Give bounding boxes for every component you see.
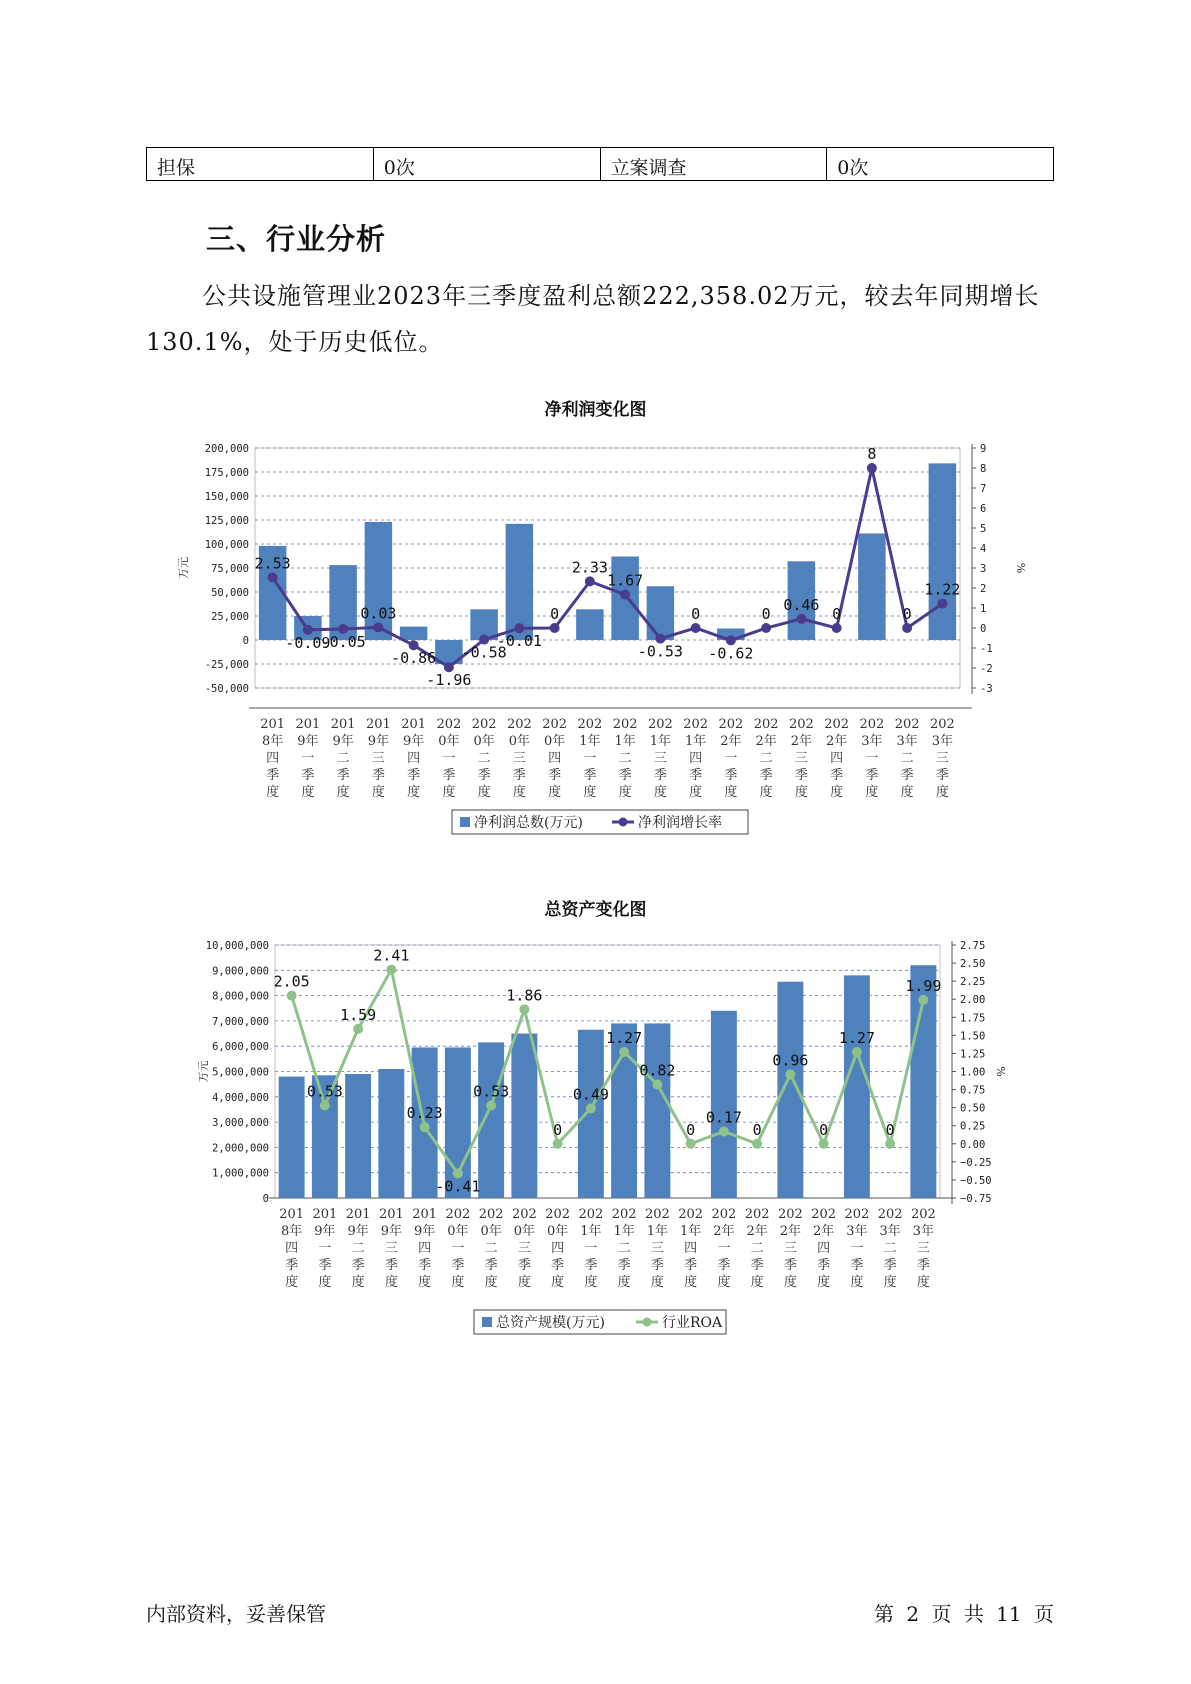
line-point bbox=[761, 623, 771, 633]
footer-left: 内部资料，妥善保管 bbox=[146, 1602, 326, 1626]
x-tick-label: 201 9年四季度 bbox=[412, 1207, 438, 1290]
total-assets-chart bbox=[0, 925, 1191, 1345]
y2-axis-title: % bbox=[994, 1066, 1007, 1077]
chart-title: 净利润变化图 bbox=[544, 400, 647, 420]
y2-tick-label: −0.25 bbox=[960, 1156, 992, 1169]
line-point bbox=[752, 1139, 762, 1149]
x-tick-label: 202 3年一季度 bbox=[859, 717, 885, 800]
bar bbox=[511, 1034, 537, 1198]
line-point bbox=[652, 1080, 662, 1090]
y-axis-title: 万元 bbox=[177, 557, 190, 579]
net-profit-chart bbox=[0, 430, 1191, 850]
data-label: -1.96 bbox=[426, 671, 472, 690]
line-point bbox=[691, 623, 701, 633]
chart-title: 总资产变化图 bbox=[544, 900, 647, 920]
y2-tick-label: -1 bbox=[980, 643, 993, 655]
data-label: 2.53 bbox=[254, 554, 291, 573]
x-tick-label: 202 0年二季度 bbox=[471, 717, 497, 800]
y-tick-label: 50,000 bbox=[211, 587, 249, 599]
x-tick-label: 202 2年一季度 bbox=[718, 717, 744, 800]
y2-tick-label: 9 bbox=[980, 443, 987, 455]
line-point bbox=[519, 1004, 529, 1014]
bar bbox=[929, 463, 956, 640]
line-point bbox=[268, 572, 278, 582]
bar bbox=[777, 982, 803, 1198]
data-label: 0.46 bbox=[783, 595, 820, 614]
legend-item-label: 净利润总数(万元) bbox=[474, 815, 583, 831]
bar bbox=[844, 975, 870, 1198]
data-label: 0 bbox=[819, 1120, 829, 1139]
data-label: 0.96 bbox=[772, 1051, 809, 1070]
line-point bbox=[619, 1047, 629, 1057]
x-tick-label: 202 2年三季度 bbox=[777, 1207, 803, 1290]
data-label: 1.22 bbox=[924, 580, 961, 599]
y-axis-title: 万元 bbox=[197, 1060, 210, 1083]
y-tick-label: 75,000 bbox=[211, 563, 249, 575]
bar bbox=[506, 524, 533, 640]
legend-line-marker bbox=[643, 1318, 652, 1327]
x-tick-label: 202 1年三季度 bbox=[644, 1207, 670, 1290]
x-tick-label: 202 3年二季度 bbox=[894, 717, 920, 800]
data-label: 0.53 bbox=[306, 1082, 343, 1101]
x-tick-label: 202 0年三季度 bbox=[506, 717, 532, 800]
legend-item-label: 净利润增长率 bbox=[638, 815, 722, 831]
y-tick-label: 9,000,000 bbox=[212, 965, 269, 978]
data-label: 1.86 bbox=[506, 986, 543, 1005]
x-tick-label: 202 1年一季度 bbox=[577, 717, 603, 800]
y-tick-label: 10,000,000 bbox=[205, 940, 269, 952]
table-cell: 0次 bbox=[373, 148, 600, 181]
table-cell: 立案调查 bbox=[600, 148, 827, 181]
line-point bbox=[553, 1139, 563, 1149]
y2-tick-label: 1.00 bbox=[960, 1066, 986, 1079]
x-tick-label: 202 1年二季度 bbox=[611, 1207, 637, 1290]
x-tick-label: 201 9年二季度 bbox=[330, 717, 356, 800]
bar bbox=[378, 1069, 404, 1198]
x-tick-label: 202 0年四季度 bbox=[545, 1207, 571, 1290]
bar bbox=[400, 627, 427, 640]
data-label: 2.05 bbox=[273, 972, 310, 991]
data-label: 1.59 bbox=[340, 1005, 377, 1024]
x-tick-label: 202 0年四季度 bbox=[542, 717, 568, 800]
y-tick-label: 0 bbox=[262, 1193, 269, 1205]
line-point bbox=[287, 991, 297, 1001]
table-row bbox=[147, 148, 1054, 181]
line-point bbox=[937, 599, 947, 609]
x-tick-label: 202 0年一季度 bbox=[445, 1207, 471, 1290]
data-label: 0 bbox=[752, 1120, 762, 1139]
data-label: 1.27 bbox=[606, 1028, 643, 1047]
line-point bbox=[819, 1139, 829, 1149]
line-point bbox=[719, 1126, 729, 1136]
y2-tick-label: -3 bbox=[980, 683, 993, 695]
y-tick-label: -25,000 bbox=[204, 659, 249, 671]
x-tick-label: 202 0年三季度 bbox=[511, 1207, 537, 1290]
y-tick-label: 25,000 bbox=[211, 611, 249, 623]
data-label: 1.67 bbox=[607, 571, 644, 590]
legend-bar-swatch bbox=[482, 1317, 492, 1327]
y2-tick-label: −0.50 bbox=[960, 1174, 992, 1187]
bar bbox=[858, 533, 885, 640]
y2-tick-label: 4 bbox=[980, 543, 987, 555]
x-tick-label: 202 3年三季度 bbox=[929, 717, 955, 800]
data-label: 0.49 bbox=[572, 1085, 609, 1104]
x-tick-label: 201 9年一季度 bbox=[312, 1207, 338, 1290]
x-tick-label: 202 3年二季度 bbox=[877, 1207, 903, 1290]
y2-tick-label: 6 bbox=[980, 503, 987, 515]
legend-item-label: 行业ROA bbox=[662, 1315, 723, 1331]
line-point bbox=[785, 1069, 795, 1079]
x-tick-label: 202 1年一季度 bbox=[578, 1207, 604, 1290]
y-tick-label: 175,000 bbox=[204, 467, 249, 479]
x-tick-label: 202 0年一季度 bbox=[436, 717, 462, 800]
y2-tick-label: 2.50 bbox=[960, 958, 986, 971]
bar bbox=[711, 1011, 737, 1198]
table-cell: 担保 bbox=[147, 148, 374, 181]
y2-tick-label: 0.25 bbox=[960, 1120, 986, 1133]
data-label: -0.86 bbox=[391, 649, 437, 668]
y2-tick-label: 5 bbox=[980, 523, 987, 535]
data-label: -0.01 bbox=[496, 632, 542, 651]
data-label: -0.58 bbox=[461, 643, 507, 662]
y2-tick-label: 7 bbox=[980, 483, 987, 495]
line-point bbox=[486, 1100, 496, 1110]
line-point bbox=[918, 995, 928, 1005]
data-label: 0 bbox=[761, 605, 771, 623]
y2-tick-label: 2.25 bbox=[960, 976, 986, 989]
data-label: -0.62 bbox=[708, 644, 754, 663]
y-tick-label: 3,000,000 bbox=[212, 1117, 269, 1130]
data-label: 0 bbox=[832, 605, 842, 623]
line-point bbox=[550, 623, 560, 633]
line-point bbox=[320, 1100, 330, 1110]
bar bbox=[578, 1030, 604, 1198]
section-heading: 三、行业分析 bbox=[206, 222, 387, 256]
x-tick-label: 202 2年二季度 bbox=[753, 717, 779, 800]
data-label: 1.99 bbox=[905, 976, 942, 995]
y2-tick-label: 1.25 bbox=[960, 1048, 986, 1061]
data-label: 0.17 bbox=[705, 1108, 742, 1127]
y-tick-label: 8,000,000 bbox=[212, 990, 269, 1003]
x-tick-label: 202 2年三季度 bbox=[788, 717, 814, 800]
y-tick-label: 0 bbox=[242, 635, 249, 647]
x-tick-label: 202 3年一季度 bbox=[844, 1207, 870, 1290]
y2-tick-label: 2.75 bbox=[960, 940, 986, 952]
x-tick-label: 202 2年二季度 bbox=[744, 1207, 770, 1290]
x-tick-label: 202 2年四季度 bbox=[824, 717, 850, 800]
y2-tick-label: 0.00 bbox=[960, 1138, 986, 1151]
data-label: 0.03 bbox=[360, 604, 397, 623]
y2-tick-label: 0.50 bbox=[960, 1102, 986, 1115]
bar bbox=[279, 1077, 305, 1198]
y-tick-label: 125,000 bbox=[204, 515, 249, 527]
line-point bbox=[885, 1139, 895, 1149]
line-point bbox=[620, 590, 630, 600]
x-tick-label: 201 9年三季度 bbox=[365, 717, 391, 800]
x-tick-label: 202 1年四季度 bbox=[683, 717, 709, 800]
x-tick-label: 201 9年四季度 bbox=[401, 717, 427, 800]
bar bbox=[644, 1023, 670, 1198]
line-point bbox=[832, 623, 842, 633]
y-tick-label: 6,000,000 bbox=[212, 1041, 269, 1054]
legend-item-label: 总资产规模(万元) bbox=[496, 1315, 605, 1331]
y-tick-label: 100,000 bbox=[204, 539, 249, 551]
line-point bbox=[420, 1122, 430, 1132]
bar bbox=[647, 586, 674, 640]
y-tick-label: 7,000,000 bbox=[212, 1015, 269, 1028]
y-tick-label: 4,000,000 bbox=[212, 1091, 269, 1104]
line-point bbox=[386, 965, 396, 975]
x-tick-label: 202 0年二季度 bbox=[478, 1207, 504, 1290]
y-tick-label: 200,000 bbox=[204, 443, 249, 455]
y-tick-label: 1,000,000 bbox=[212, 1167, 269, 1180]
y-tick-label: -50,000 bbox=[204, 683, 249, 695]
y2-tick-label: 1.75 bbox=[960, 1012, 986, 1025]
x-tick-label: 202 2年四季度 bbox=[811, 1207, 837, 1290]
data-label: 0 bbox=[686, 1120, 696, 1139]
legend-bar-swatch bbox=[460, 817, 470, 827]
y-tick-label: 5,000,000 bbox=[212, 1066, 269, 1079]
x-tick-label: 201 8年四季度 bbox=[260, 717, 286, 800]
x-tick-label: 201 9年三季度 bbox=[378, 1207, 404, 1290]
bar bbox=[478, 1042, 504, 1198]
x-tick-label: 201 8年四季度 bbox=[279, 1207, 305, 1290]
x-tick-label: 202 1年三季度 bbox=[647, 717, 673, 800]
section-paragraph: 公共设施管理业2023年三季度盈利总额222,358.02万元，较去年同期增长130.1%，处于历史低位。 bbox=[146, 282, 1040, 356]
y2-tick-label: 0.75 bbox=[960, 1084, 986, 1097]
x-tick-label: 201 9年一季度 bbox=[295, 717, 321, 800]
line-point bbox=[867, 463, 877, 473]
y2-tick-label: 2 bbox=[980, 583, 987, 595]
data-label: -0.41 bbox=[435, 1177, 481, 1196]
line-point bbox=[686, 1139, 696, 1149]
data-label: 0 bbox=[691, 605, 701, 623]
data-label: 1.27 bbox=[838, 1028, 875, 1047]
bar bbox=[576, 609, 603, 640]
data-label: 0.82 bbox=[639, 1061, 676, 1080]
y2-tick-label: 2.00 bbox=[960, 994, 986, 1007]
y2-tick-label: -2 bbox=[980, 663, 993, 675]
y-tick-label: 150,000 bbox=[204, 491, 249, 503]
line-point bbox=[902, 623, 912, 633]
legend-line-marker bbox=[619, 818, 628, 827]
data-label: 0.23 bbox=[406, 1104, 443, 1123]
x-tick-label: 202 1年二季度 bbox=[612, 717, 638, 800]
line-point bbox=[796, 614, 806, 624]
x-tick-label: 201 9年二季度 bbox=[345, 1207, 371, 1290]
line-point bbox=[586, 1103, 596, 1113]
footer-page-number: 第 2 页 共 11 页 bbox=[874, 1602, 1054, 1626]
y2-tick-label: 0 bbox=[980, 623, 987, 635]
line-point bbox=[585, 576, 595, 586]
info-table bbox=[146, 147, 1054, 181]
data-label: -0.09 bbox=[285, 633, 331, 652]
y2-tick-label: 3 bbox=[980, 563, 987, 575]
y2-tick-label: −0.75 bbox=[960, 1193, 992, 1205]
x-tick-label: 202 1年四季度 bbox=[678, 1207, 704, 1290]
line-point bbox=[353, 1024, 363, 1034]
y-tick-label: 2,000,000 bbox=[212, 1142, 269, 1155]
data-label: 0 bbox=[553, 1120, 563, 1139]
y2-tick-label: 1 bbox=[980, 603, 987, 615]
y2-tick-label: 8 bbox=[980, 463, 987, 475]
data-label: 0 bbox=[885, 1120, 895, 1139]
line-point bbox=[373, 622, 383, 632]
data-label: 8 bbox=[867, 445, 877, 463]
data-label: -0.05 bbox=[320, 633, 366, 651]
data-label: 0 bbox=[550, 605, 560, 623]
data-label: -0.53 bbox=[637, 642, 683, 661]
x-tick-label: 202 3年三季度 bbox=[910, 1207, 936, 1290]
data-label: 0 bbox=[902, 605, 912, 623]
data-label: 2.41 bbox=[373, 946, 410, 965]
x-tick-label: 202 2年一季度 bbox=[711, 1207, 737, 1290]
data-label: 0.53 bbox=[473, 1082, 510, 1101]
bar bbox=[345, 1074, 371, 1198]
table-cell: 0次 bbox=[827, 148, 1054, 181]
line-point bbox=[852, 1047, 862, 1057]
y2-axis-title: % bbox=[1014, 562, 1027, 574]
data-label: 2.33 bbox=[571, 558, 608, 577]
y2-tick-label: 1.50 bbox=[960, 1030, 986, 1043]
